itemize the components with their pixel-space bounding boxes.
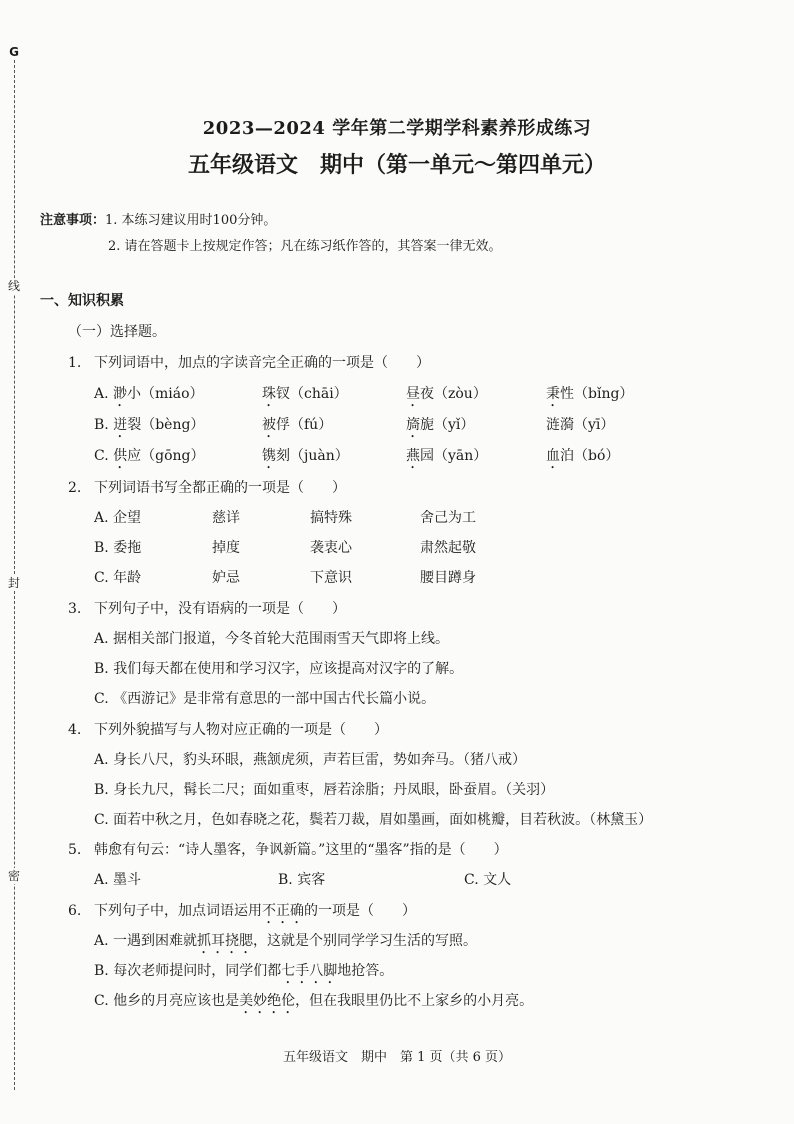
option-word: 性（bǐng） (560, 386, 634, 402)
dotted-char: 镌 (262, 448, 276, 464)
question-4 (68, 719, 388, 739)
binding-char-line: 线 (7, 279, 20, 293)
q1-b-word-3 (406, 414, 474, 441)
question-number: 6. (68, 903, 82, 919)
question-3 (68, 598, 346, 618)
q2-a-word-3: 搞特殊 (310, 510, 352, 526)
q1-c-word-3 (406, 445, 487, 472)
dotted-char: 迸 (113, 417, 128, 433)
q6-option-b (94, 960, 393, 987)
question-5 (68, 839, 508, 859)
dotted-char: 渺 (113, 386, 128, 402)
q1-c-word-4 (546, 445, 619, 472)
option-label: B. (94, 417, 109, 433)
q3-option-b: B. 我们每天都在使用和学习汉字，应该提高对汉字的了解。 (94, 661, 464, 677)
option-text: ，这就是个别同学学习生活的写照。 (253, 933, 478, 949)
option-word: 泊（bó） (560, 448, 620, 464)
option-word: 应（gōng） (127, 448, 205, 464)
dotted-char: 供 (113, 448, 128, 464)
q1-a-word-2 (262, 383, 348, 410)
q5-option-b: B. 宾客 (278, 872, 326, 888)
exam-title: 2023—2024 学年第二学期学科素养形成练习 (202, 118, 592, 139)
question-6 (68, 900, 416, 927)
notice-block (40, 208, 502, 260)
q3-option-a: A. 据相关部门报道，今冬首轮大范围雨雪天气即将上线。 (94, 631, 450, 647)
dotted-char: 被 (262, 417, 276, 433)
q1-a-word-4 (546, 383, 633, 410)
dotted-word: 美妙绝伦 (239, 993, 296, 1009)
option-word: 刻（juàn） (276, 448, 349, 464)
q1-c-word-2 (262, 445, 349, 472)
q4-option-b: B. 身长九尺，髯长二尺；面如重枣，唇若涂脂；丹凤眼，卧蚕眉。（关羽） (94, 782, 555, 798)
question-1 (68, 352, 430, 372)
q2-option-b: B. 委拖 (94, 540, 142, 556)
q1-option-b (94, 414, 204, 441)
dotted-word: 七手八脚 (281, 963, 338, 979)
q1-option-c (94, 445, 205, 472)
dotted-char: 燕 (406, 448, 420, 464)
dotted-char: 秉 (546, 386, 560, 402)
question-number: 1. (68, 355, 82, 371)
q2-a-word-2: 慈详 (212, 510, 240, 526)
q2-b-word-3: 袭衷心 (310, 540, 352, 556)
question-stem-post: 的一项是（ ） (304, 903, 416, 919)
option-text: C. 他乡的月亮应该也是 (94, 993, 240, 1009)
dotted-word: 抓耳挠腮 (197, 933, 254, 949)
option-text: A. 一遇到困难就 (94, 933, 198, 949)
q2-option-a: A. 企望 (94, 510, 142, 526)
question-2 (68, 477, 346, 497)
q1-b-word-2 (262, 414, 332, 441)
q4-option-c: C. 面若中秋之月，色如春晓之花，鬓若刀裁，眉如墨画，面如桃瓣，目若秋波。（林黛玉） (94, 812, 653, 828)
exam-subtitle: 五年级语文 期中（第一单元～第四单元） (187, 152, 606, 178)
q2-a-word-4: 舍己为工 (420, 510, 476, 526)
option-word: 涟漪（yī） (546, 417, 615, 433)
q2-c-word-4: 腰目蹲身 (420, 570, 476, 586)
notice-item-2: 2. 请在答题卡上按规定作答；凡在练习纸作答的，其答案一律无效。 (108, 239, 502, 254)
option-word: 夜（zòu） (420, 386, 487, 402)
section-title: 一、知识积累 (40, 293, 124, 309)
question-stem-emphasis: 不正确 (262, 903, 304, 919)
subsection-title: （一）选择题。 (68, 324, 166, 340)
binding-char-seal: 封 (7, 576, 20, 590)
notice-label: 注意事项： (40, 213, 106, 228)
option-label: C. (94, 448, 109, 464)
option-text: ，但在我眼里仍比不上家乡的小月亮。 (295, 993, 534, 1009)
q1-a-word-3 (406, 383, 487, 410)
page-footer: 五年级语文 期中 第 1 页（共 6 页） (282, 1050, 512, 1065)
option-word: 俘（fú） (276, 417, 333, 433)
option-word: 园（yān） (420, 448, 488, 464)
notice-item-1: 1. 本练习建议用时100分钟。 (105, 213, 277, 228)
question-number: 5. (68, 842, 82, 858)
question-number: 4. (68, 722, 82, 738)
q6-option-c (94, 990, 533, 1017)
option-text: 地抢答。 (337, 963, 394, 979)
q2-b-word-4: 肃然起敬 (420, 540, 476, 556)
option-text: B. 每次老师提问时，同学们都 (94, 963, 282, 979)
q2-c-word-2: 妒忌 (212, 570, 240, 586)
q5-option-a: A. 墨斗 (94, 872, 142, 888)
question-stem: 下列词语书写全都正确的一项是（ ） (94, 480, 346, 496)
option-label: A. (94, 386, 109, 402)
dotted-char: 珠 (262, 386, 276, 402)
q2-b-word-2: 掉度 (212, 540, 240, 556)
q1-option-a (94, 383, 204, 410)
dotted-char: 旖 (406, 417, 420, 433)
option-word: 小（miáo） (127, 386, 204, 402)
question-stem: 韩愈有句云：“诗人墨客，争讽新篇。”这里的“墨客”指的是（ ） (94, 842, 508, 858)
q2-option-c: C. 年龄 (94, 570, 142, 586)
q2-c-word-3: 下意识 (310, 570, 352, 586)
binding-mark: G (6, 44, 22, 60)
q1-b-word-4 (546, 414, 614, 434)
option-word: 裂（bèng） (127, 417, 205, 433)
option-word: 旎（yǐ） (420, 417, 475, 433)
question-stem: 下列词语中，加点的字读音完全正确的一项是（ ） (94, 355, 430, 371)
q5-option-c: C. 文人 (464, 872, 512, 888)
question-number: 2. (68, 480, 82, 496)
q6-option-a (94, 930, 477, 957)
dotted-char: 血 (546, 448, 560, 464)
q4-option-a: A. 身长八尺，豹头环眼，燕颔虎须，声若巨雷，势如奔马。（猪八戒） (94, 752, 527, 768)
option-word: 钗（chāi） (276, 386, 348, 402)
question-stem: 下列外貌描写与人物对应正确的一项是（ ） (94, 722, 388, 738)
dotted-char: 昼 (406, 386, 420, 402)
question-stem-pre: 下列句子中，加点词语运用 (94, 903, 262, 919)
binding-char-secret: 密 (7, 869, 20, 883)
question-number: 3. (68, 601, 82, 617)
q3-option-c: C. 《西游记》是非常有意思的一部中国古代长篇小说。 (94, 691, 436, 707)
question-stem: 下列句子中，没有语病的一项是（ ） (94, 601, 346, 617)
